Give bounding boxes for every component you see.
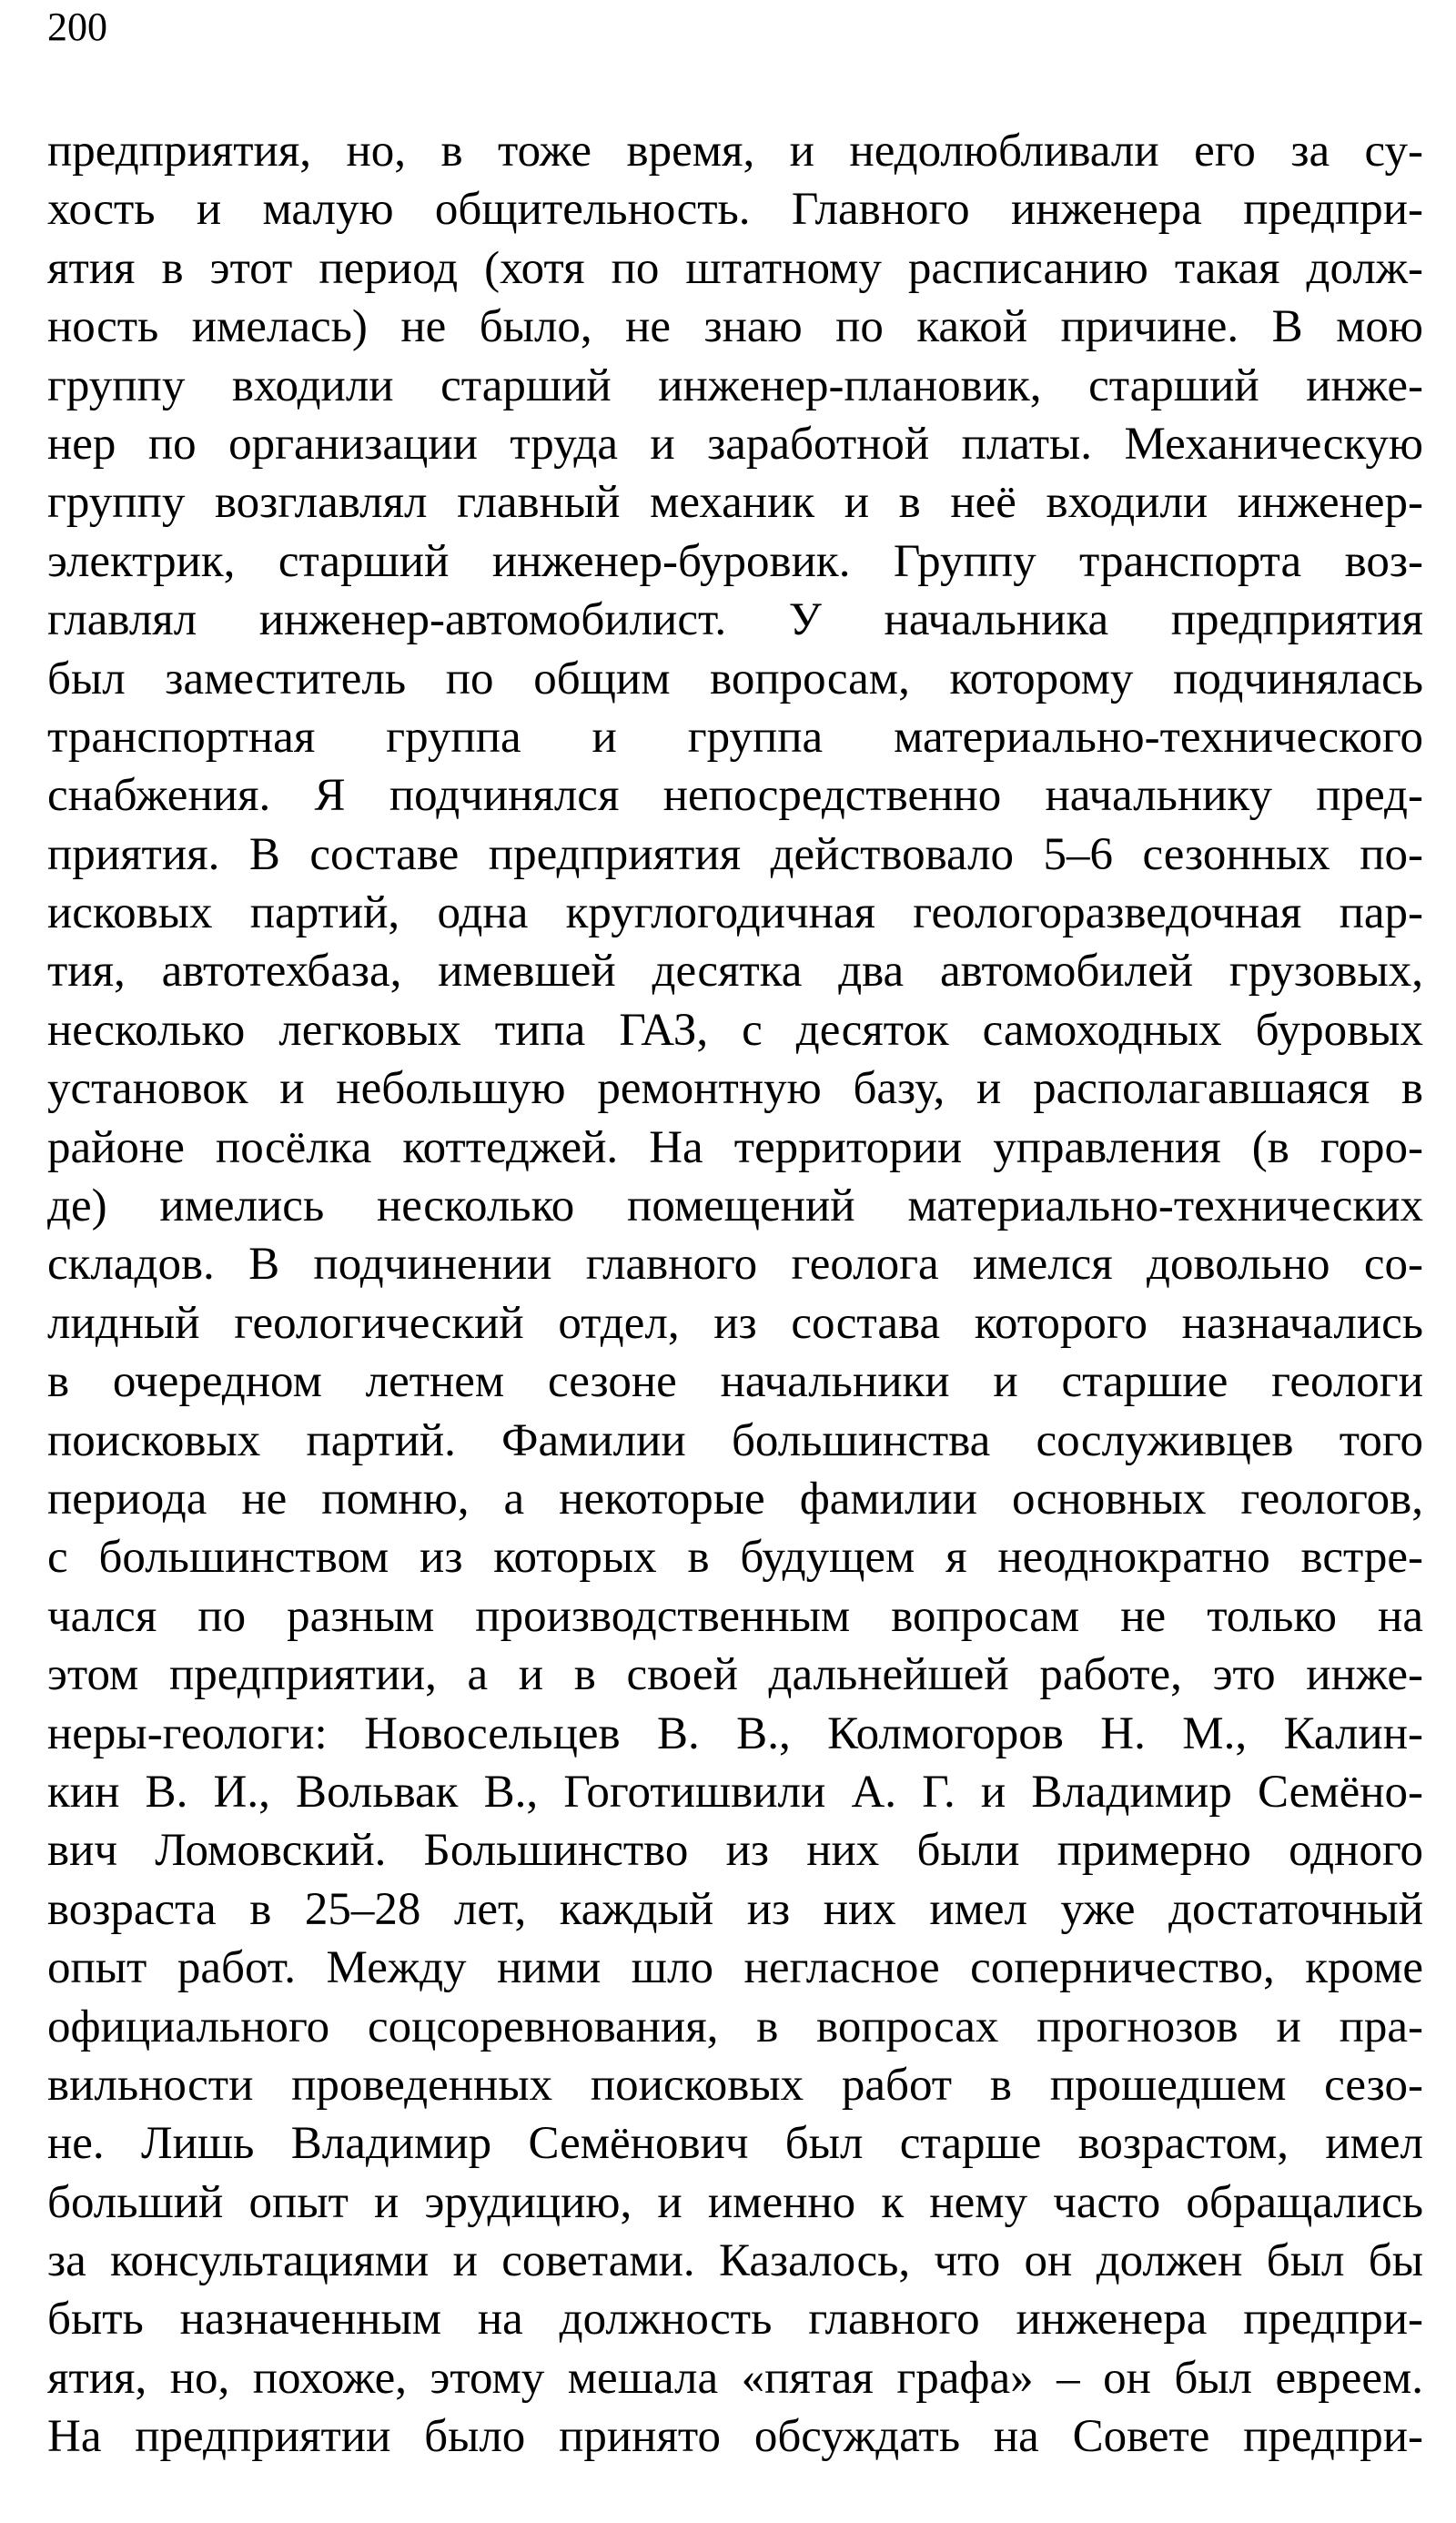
text-line: за консультациями и советами. Казалось, что он должен был бы: [47, 2235, 1423, 2287]
text-line: нер по организации труда и заработной платы. Механическую: [47, 418, 1423, 470]
text-line: ятия в этот период (хотя по штатному расписанию такая долж-: [47, 242, 1423, 294]
text-line: вич Ломовский. Большинство из них были примерно одного: [47, 1825, 1423, 1877]
text-line: де) имелись несколько помещений материально-технических: [47, 1180, 1423, 1232]
text-line: складов. В подчинении главного геолога имелся довольно со-: [47, 1239, 1423, 1291]
text-line: ятия, но, похоже, этому мешала «пятая графа» – он был евреем.: [47, 2352, 1423, 2404]
text-line: главлял инженер-автомобилист. У начальника предприятия: [47, 594, 1423, 646]
text-line: чался по разным производственным вопросам не только на: [47, 1590, 1423, 1642]
text-line: поисковых партий. Фамилии большинства сослуживцев того: [47, 1414, 1423, 1466]
text-line: тия, автотехбаза, имевшей десятка два автомобилей грузовых,: [47, 946, 1423, 998]
text-line: снабжения. Я подчинялся непосредственно начальнику пред-: [47, 770, 1423, 822]
text-line: быть назначенным на должность главного инженера предпри-: [47, 2294, 1423, 2346]
text-line: с большинством из которых в будущем я неоднократно встре-: [47, 1532, 1423, 1584]
text-line: этом предприятии, а и в своей дальнейшей работе, это инже-: [47, 1649, 1423, 1701]
text-line: исковых партий, одна круглогодичная геологоразведочная пар-: [47, 887, 1423, 939]
text-line: группу входили старший инженер-плановик, старший инже-: [47, 360, 1423, 411]
text-line: опыт работ. Между ними шло негласное соперничество, кроме: [47, 1942, 1423, 1994]
text-line: приятия. В составе предприятия действовало 5–6 сезонных по-: [47, 828, 1423, 880]
text-line: На предприятии было принято обсуждать на Совете предпри-: [47, 2411, 1423, 2463]
page-number: 200: [47, 5, 107, 49]
text-line: установок и небольшую ремонтную базу, и располагавшаяся в: [47, 1063, 1423, 1115]
text-line: несколько легковых типа ГАЗ, с десяток самоходных буровых: [47, 1004, 1423, 1056]
text-line: хость и малую общительность. Главного инженера предпри-: [47, 184, 1423, 236]
text-line: вильности проведенных поисковых работ в прошедшем сезо-: [47, 2059, 1423, 2111]
text-line: предприятия, но, в тоже время, и недолюбливали его за су-: [47, 126, 1423, 177]
text-line: неры-геологи: Новосельцев В. В., Колмогоров Н. М., Калин-: [47, 1707, 1423, 1759]
text-line: районе посёлка коттеджей. На территории управления (в горо-: [47, 1121, 1423, 1173]
text-line: ность имелась) не было, не знаю по какой причине. В мою: [47, 301, 1423, 353]
text-line: возраста в 25–28 лет, каждый из них имел уже достаточный: [47, 1883, 1423, 1935]
text-line: официального соцсоревнования, в вопросах прогнозов и пра-: [47, 2001, 1423, 2052]
text-line: не. Лишь Владимир Семёнович был старше возрастом, имел: [47, 2118, 1423, 2170]
text-line: в очередном летнем сезоне начальники и старшие геологи: [47, 1356, 1423, 1408]
text-line: транспортная группа и группа материально-технического: [47, 711, 1423, 763]
body-text: [47, 122, 1423, 2467]
text-line: больший опыт и эрудицию, и именно к нему часто обращались: [47, 2176, 1423, 2228]
text-line: лидный геологический отдел, из состава которого назначались: [47, 1297, 1423, 1349]
text-line: электрик, старший инженер-буровик. Группу транспорта воз-: [47, 535, 1423, 587]
text-line: группу возглавлял главный механик и в неё входили инженер-: [47, 477, 1423, 529]
text-line: периода не помню, а некоторые фамилии основных геологов,: [47, 1473, 1423, 1525]
text-line: кин В. И., Вольвак В., Гоготишвили А. Г. и Владимир Семёно-: [47, 1766, 1423, 1818]
text-line: был заместитель по общим вопросам, которому подчинялась: [47, 653, 1423, 704]
